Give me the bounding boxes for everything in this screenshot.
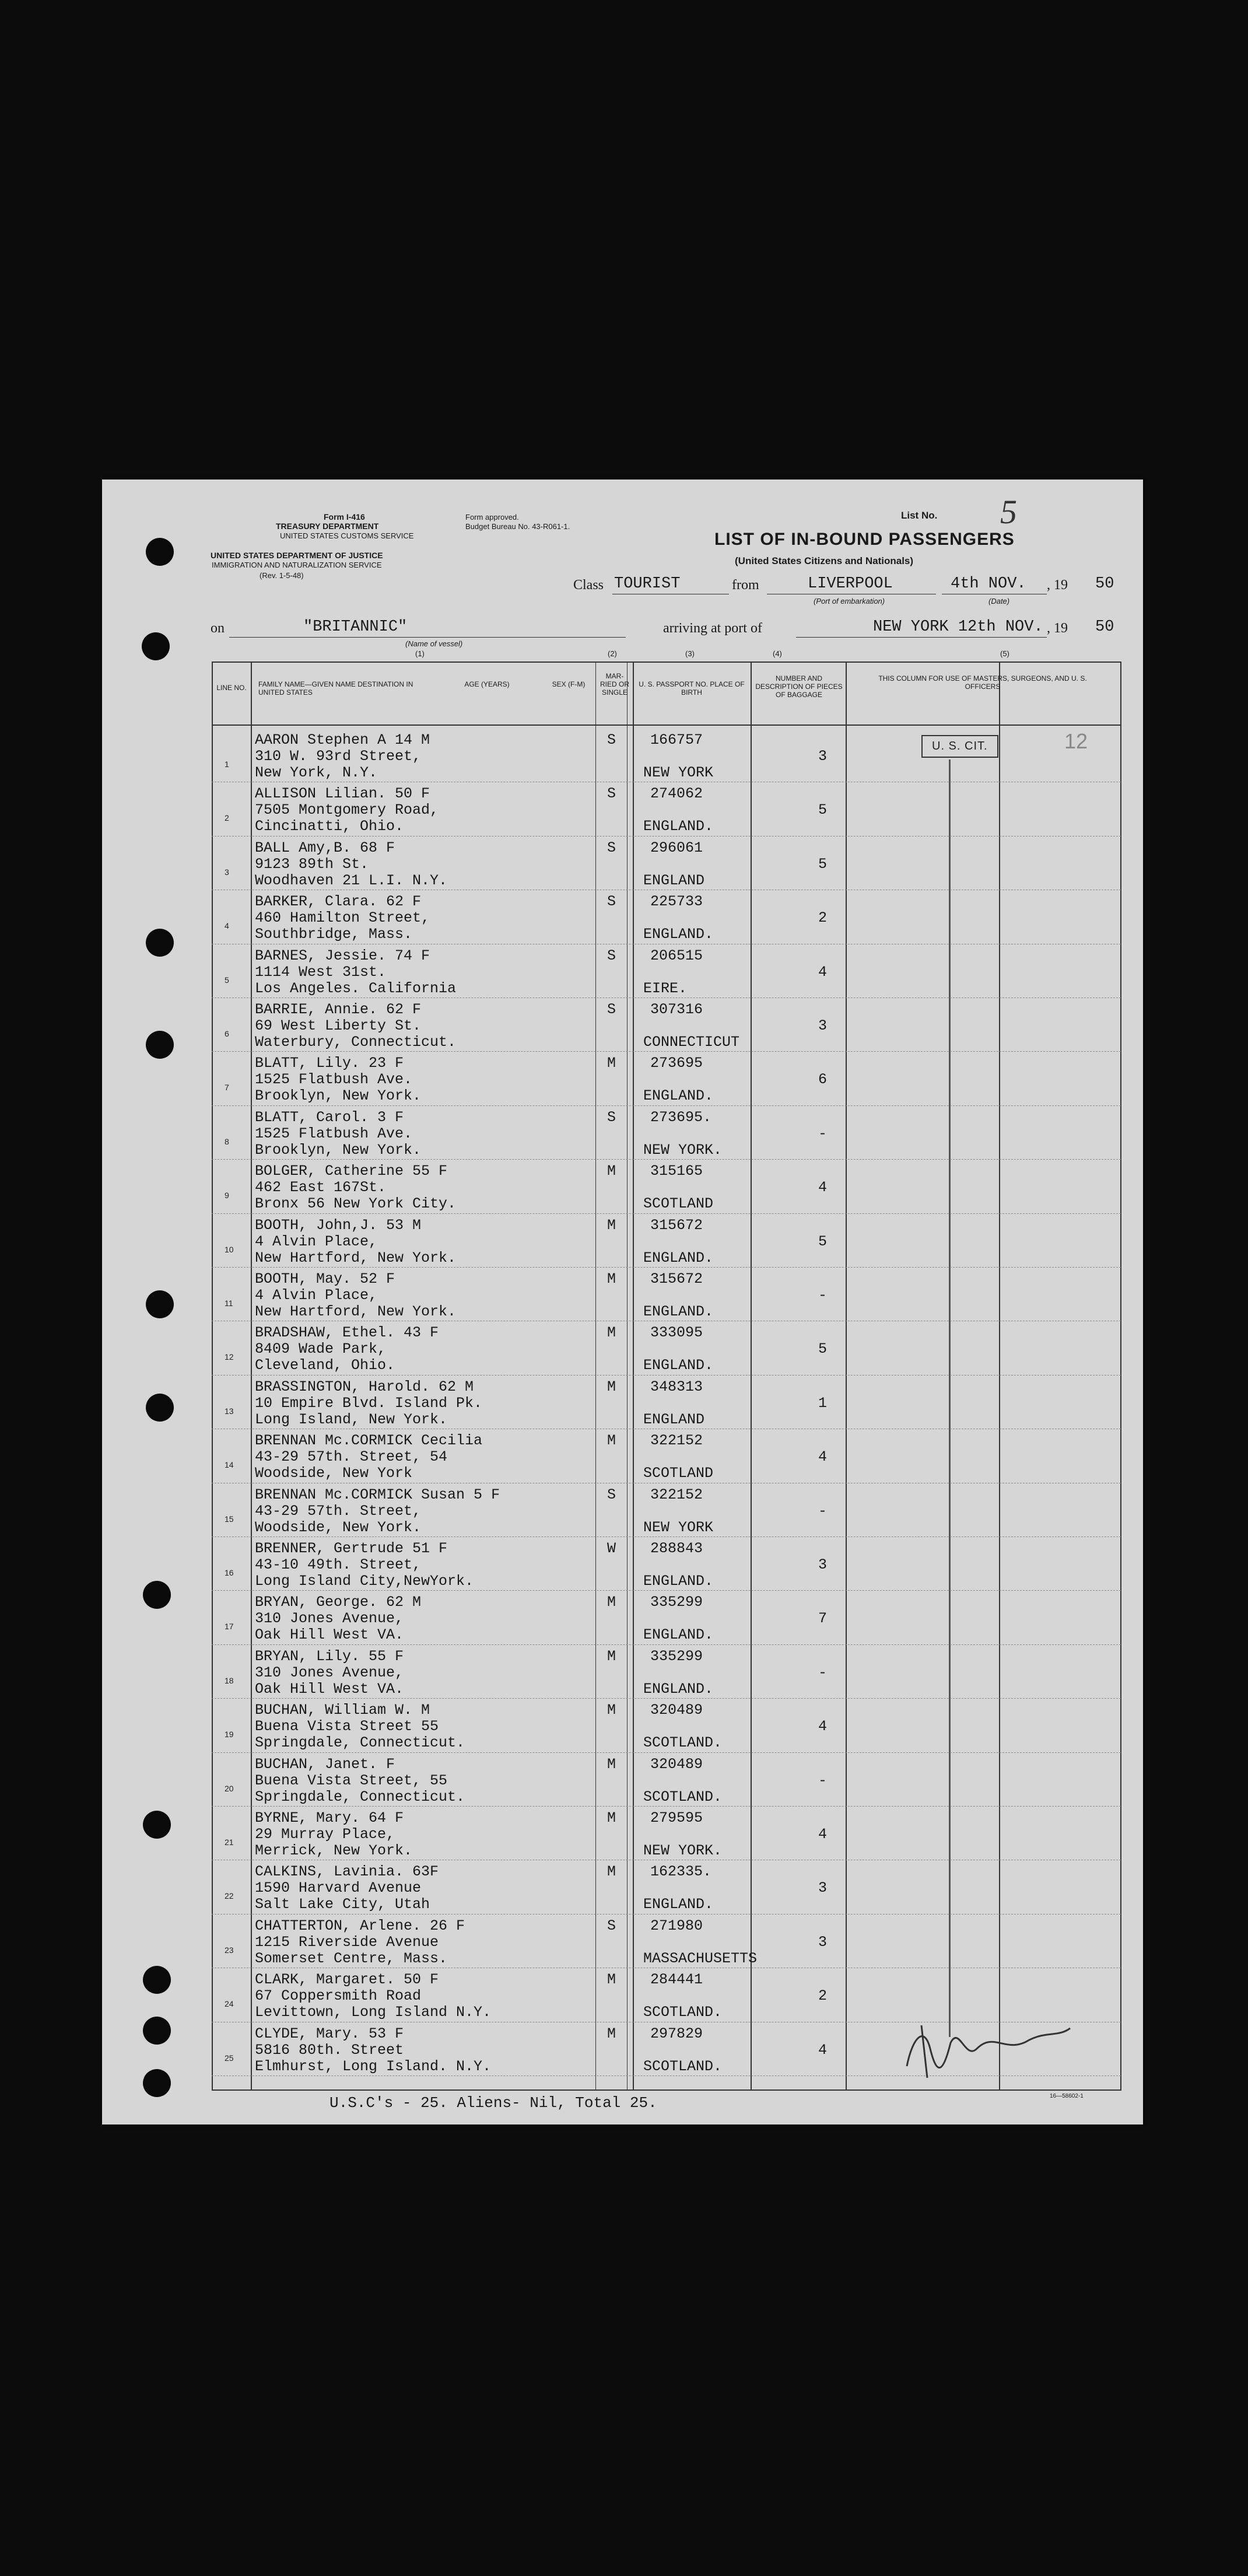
passenger-marital-status: S [607,1486,616,1503]
passenger-name-age-sex: BRENNER, Gertrude 51 F [255,1540,448,1557]
place-of-birth: ENGLAND. [643,1087,714,1105]
passenger-marital-status: M [607,1324,616,1342]
place-of-birth: MASSACHUSETTS [643,1950,758,1967]
passenger-address: 462 East 167St. [255,1179,387,1196]
passenger-marital-status: M [607,1163,616,1180]
col-num-1: (1) [415,649,425,658]
baggage-count: - [818,1502,828,1520]
arrival-port-date: NEW YORK 12th NOV. [873,618,1043,636]
passenger-name-age-sex: ALLISON Lilian. 50 F [255,785,430,803]
form-number: Form I-416 [324,512,365,522]
place-of-birth: CONNECTICUT [643,1034,740,1051]
passenger-marital-status: M [607,1971,616,1989]
passenger-city: New York, N.Y. [255,764,378,781]
line-number: 9 [225,1191,229,1200]
passenger-name-age-sex: BARKER, Clara. 62 F [255,893,422,911]
passenger-address: 43-29 57th. Street, [255,1502,422,1520]
passenger-address: 10 Empire Blvd. Island Pk. [255,1394,483,1412]
passport-number: 296061 [650,839,703,856]
passenger-name-age-sex: BOLGER, Catherine 55 F [255,1163,448,1180]
passenger-address: 310 Jones Avenue, [255,1610,404,1628]
line-number: 13 [225,1406,234,1416]
passenger-name-age-sex: BUCHAN, Janet. F [255,1755,395,1773]
punch-hole [143,2017,171,2045]
passenger-city: Waterbury, Connecticut. [255,1034,457,1051]
place-of-birth: SCOTLAND. [643,2004,723,2021]
passenger-name-age-sex: BLATT, Lily. 23 F [255,1055,404,1072]
passenger-address: 7505 Montgomery Road, [255,802,439,819]
embark-date: 4th NOV. [951,575,1026,593]
col-header-name: FAMILY NAME—GIVEN NAME DESTINATION IN UNITED STATES [258,680,413,696]
place-of-birth: ENGLAND [643,872,705,889]
passenger-marital-status: S [607,785,616,803]
passport-number: 225733 [650,893,703,911]
passport-number: 320489 [650,1755,703,1773]
line-number: 11 [225,1298,233,1308]
passenger-address: 1525 Flatbush Ave. [255,1125,413,1142]
line-number: 10 [225,1244,234,1254]
line-number: 8 [225,1136,229,1146]
budget-bureau: Budget Bureau No. 43-R061-1. [465,522,570,531]
passenger-marital-status: S [607,839,616,856]
year-value: 50 [1095,575,1114,593]
passenger-city: Southbridge, Mass. [255,926,413,943]
punch-hole [143,1811,171,1839]
passport-number: 273695. [650,1108,712,1126]
baggage-count: 3 [818,1017,828,1034]
passenger-marital-status: M [607,1055,616,1072]
passport-number: 322152 [650,1486,703,1503]
punch-hole [143,2069,171,2097]
place-of-birth: ENGLAND. [643,1303,714,1320]
place-of-birth: EIRE. [643,979,688,997]
punch-hole [146,1290,174,1318]
passport-number: 315672 [650,1270,703,1287]
baggage-count: 2 [818,1987,828,2005]
passenger-city: Long Island City,NewYork. [255,1573,474,1590]
passport-number: 284441 [650,1971,703,1989]
passenger-city: Salt Lake City, Utah [255,1896,430,1913]
passenger-name-age-sex: BRENNAN Mc.CORMICK Cecilia [255,1432,483,1450]
col-num-2: (2) [608,649,617,658]
line-number: 3 [225,867,229,877]
col-header-baggage: NUMBER AND DESCRIPTION OF PIECES OF BAGGAGE [755,674,843,699]
row-divider [212,1375,1121,1376]
passenger-name-age-sex: CLARK, Margaret. 50 F [255,1971,439,1989]
passenger-city: Los Angeles. California [255,979,457,997]
line-number: 24 [225,1999,234,2009]
passenger-city: Woodside, New York. [255,1518,422,1536]
passenger-marital-status: M [607,1378,616,1395]
line-number: 14 [225,1460,234,1470]
passenger-city: Elmhurst, Long Island. N.Y. [255,2057,492,2075]
passenger-name-age-sex: BUCHAN, William W. M [255,1702,430,1719]
passenger-marital-status: S [607,1108,616,1126]
baggage-count: 3 [818,1556,828,1573]
passenger-address: 43-10 49th. Street, [255,1556,422,1573]
passenger-name-age-sex: BRYAN, George. 62 M [255,1594,422,1611]
passenger-city: Oak Hill West VA. [255,1680,404,1698]
passport-number: 307316 [650,1001,703,1018]
passenger-city: Cincinatti, Ohio. [255,818,404,835]
page-title: LIST OF IN-BOUND PASSENGERS [714,530,1015,549]
passenger-city: Somerset Centre, Mass. [255,1950,448,1967]
passenger-address: 460 Hamilton Street, [255,909,430,927]
stamp-number: 12 [1064,729,1088,753]
col-num-5: (5) [1000,649,1009,658]
punch-hole [143,1966,171,1994]
col-header-sex: SEX (F-M) [552,680,586,688]
baggage-count: 4 [818,1826,828,1843]
passenger-name-age-sex: BALL Amy,B. 68 F [255,839,395,856]
place-of-birth: ENGLAND. [643,1626,714,1644]
passenger-marital-status: M [607,1702,616,1719]
place-of-birth: ENGLAND. [643,1573,714,1590]
passenger-name-age-sex: CALKINS, Lavinia. 63F [255,1863,439,1881]
row-divider [212,1644,1121,1645]
passenger-address: 1114 West 31st. [255,963,387,981]
passenger-address: 4 Alvin Place, [255,1233,378,1250]
passenger-marital-status: M [607,1270,616,1287]
passenger-marital-status: S [607,947,616,964]
line-number: 5 [225,975,229,985]
baggage-count: 3 [818,1880,828,1897]
place-of-birth: SCOTLAND. [643,2057,723,2075]
passenger-address: 69 West Liberty St. [255,1017,422,1034]
passenger-address: 1215 Riverside Avenue [255,1933,439,1951]
passenger-city: New Hartford, New York. [255,1303,457,1320]
passport-number: 315165 [650,1163,703,1180]
place-of-birth: NEW YORK. [643,1141,723,1158]
passport-number: 279595 [650,1810,703,1826]
punch-hole [146,538,174,566]
line-number: 7 [225,1083,229,1093]
treasury-dept: TREASURY DEPARTMENT [276,522,379,531]
place-of-birth: ENGLAND. [643,1896,714,1913]
line-number: 23 [225,1945,234,1955]
manifest-page [102,480,1143,2124]
officer-signature [895,2014,1082,2084]
customs-service: UNITED STATES CUSTOMS SERVICE [280,531,414,540]
baggage-count: 5 [818,1340,828,1358]
passenger-marital-status: S [607,1917,616,1934]
vessel-caption: (Name of vessel) [405,639,463,648]
place-of-birth: NEW YORK [643,1518,714,1536]
passenger-marital-status: M [607,1755,616,1773]
passenger-city: Springdale, Connecticut. [255,1788,465,1805]
line-number: 6 [225,1029,229,1038]
place-of-birth: SCOTLAND [643,1195,714,1213]
baggage-count: - [818,1125,828,1142]
line-number: 22 [225,1891,234,1901]
class-value: TOURIST [614,575,681,593]
passenger-name-age-sex: BARRIE, Annie. 62 F [255,1001,422,1018]
passport-number: 206515 [650,947,703,964]
vessel-name: "BRITANNIC" [303,618,408,636]
passenger-marital-status: S [607,1001,616,1018]
line-number: 15 [225,1514,234,1524]
passport-number: 166757 [650,732,703,748]
passenger-address: 5816 80th. Street [255,2041,404,2059]
form-revision: (Rev. 1-5-48) [260,571,304,580]
baggage-count: 4 [818,1179,828,1196]
baggage-count: - [818,1664,828,1681]
passport-number: 162335. [650,1863,712,1881]
passenger-address: 67 Coppersmith Road [255,1987,422,2005]
passenger-marital-status: M [607,1863,616,1881]
line-number: 2 [225,813,229,823]
passenger-city: Brooklyn, New York. [255,1141,422,1158]
place-of-birth: NEW YORK. [643,1842,723,1859]
col-header-passport: U. S. PASSPORT NO. PLACE OF BIRTH [639,680,745,696]
passport-number: 322152 [650,1432,703,1450]
passport-number: 333095 [650,1324,703,1342]
passenger-marital-status: M [607,1216,616,1234]
line-number: 1 [225,760,229,769]
row-divider [212,1267,1121,1268]
passenger-marital-status: M [607,1647,616,1665]
line-number: 25 [225,2053,234,2063]
footer-code: 16—58602-1 [1050,2093,1084,2099]
passport-number: 320489 [650,1702,703,1719]
passenger-city: Cleveland, Ohio. [255,1357,395,1374]
passenger-marital-status: S [607,732,616,748]
line-number: 20 [225,1783,234,1793]
place-of-birth: ENGLAND. [643,1680,714,1698]
place-of-birth: SCOTLAND. [643,1734,723,1752]
row-divider [212,1536,1121,1537]
baggage-count: 6 [818,1071,828,1088]
col-num-3: (3) [685,649,695,658]
page-subtitle: (United States Citizens and Nationals) [735,555,914,566]
baggage-count: 5 [818,1233,828,1250]
place-of-birth: SCOTLAND [643,1465,714,1482]
line-number: 4 [225,921,229,931]
baggage-count: 4 [818,1718,828,1735]
row-divider [212,1806,1121,1807]
col-header-married: MAR-RIED OR SINGLE [600,672,629,696]
passenger-name-age-sex: CHATTERTON, Arlene. 26 F [255,1917,465,1934]
passport-number: 274062 [650,785,703,803]
passenger-city: Oak Hill West VA. [255,1626,404,1644]
arriving-label: arriving at port of [663,621,762,636]
row-divider [212,1213,1121,1214]
footer-totals: U.S.C's - 25. Aliens- Nil, Total 25. [329,2094,657,2112]
line-number: 17 [225,1622,234,1632]
place-of-birth: ENGLAND. [643,818,714,835]
passenger-address: 8409 Wade Park, [255,1340,387,1358]
baggage-count: 3 [818,1933,828,1951]
baggage-count: 7 [818,1610,828,1628]
passenger-city: Woodhaven 21 L.I. N.Y. [255,872,448,889]
passenger-name-age-sex: BRYAN, Lily. 55 F [255,1647,404,1665]
row-divider [212,1051,1121,1052]
passenger-name-age-sex: BOOTH, May. 52 F [255,1270,395,1287]
passenger-address: 43-29 57th. Street, 54 [255,1448,448,1466]
vessel-on-label: on [211,621,225,636]
baggage-count: - [818,1772,828,1789]
punch-hole [146,1394,174,1422]
col-num-4: (4) [773,649,782,658]
col-header-age: AGE (YEARS) [464,680,510,688]
passenger-address: 310 W. 93rd Street, [255,748,422,765]
place-of-birth: NEW YORK [643,764,714,781]
place-of-birth: ENGLAND. [643,926,714,943]
passenger-marital-status: M [607,1810,616,1826]
passenger-city: Long Island, New York. [255,1410,448,1428]
passenger-name-age-sex: CLYDE, Mary. 53 F [255,2025,404,2042]
year-prefix: , 19 [1047,578,1068,593]
row-divider [212,1752,1121,1753]
ins-service: IMMIGRATION AND NATURALIZATION SERVICE [212,561,382,569]
passenger-marital-status: M [607,2025,616,2042]
passenger-city: New Hartford, New York. [255,1249,457,1266]
passenger-name-age-sex: BRASSINGTON, Harold. 62 M [255,1378,474,1395]
passenger-name-age-sex: BRADSHAW, Ethel. 43 F [255,1324,439,1342]
port-caption: (Port of embarkation) [814,597,885,606]
row-divider [212,1698,1121,1699]
passenger-name-age-sex: AARON Stephen A 14 M [255,732,430,748]
passenger-marital-status: M [607,1432,616,1450]
passport-number: 271980 [650,1917,703,1934]
passenger-city: Springdale, Connecticut. [255,1734,465,1752]
row-divider [212,1914,1121,1915]
justice-dept: UNITED STATES DEPARTMENT OF JUSTICE [211,551,383,560]
class-label: Class [573,578,604,593]
list-no-label: List No. [901,510,938,521]
arrival-year-prefix: , 19 [1047,621,1068,636]
place-of-birth: SCOTLAND. [643,1788,723,1805]
passport-number: 315672 [650,1216,703,1234]
from-value: LIVERPOOL [808,575,893,593]
passenger-address: Buena Vista Street, 55 [255,1772,448,1789]
baggage-count: 3 [818,748,828,765]
baggage-count: 1 [818,1394,828,1412]
line-number: 12 [225,1352,234,1362]
line-number: 19 [225,1730,234,1740]
baggage-count: 5 [818,802,828,819]
baggage-count: 4 [818,1448,828,1466]
baggage-count: 4 [818,2041,828,2059]
passenger-address: 29 Murray Place, [255,1826,395,1843]
place-of-birth: ENGLAND. [643,1357,714,1374]
passport-number: 297829 [650,2025,703,2042]
passport-number: 335299 [650,1594,703,1611]
passport-number: 335299 [650,1647,703,1665]
place-of-birth: ENGLAND. [643,1249,714,1266]
form-approved: Form approved. [465,513,519,522]
passenger-name-age-sex: BOOTH, John,J. 53 M [255,1216,422,1234]
passenger-address: 1590 Harvard Avenue [255,1880,422,1897]
passenger-marital-status: W [607,1540,616,1557]
punch-hole [146,1031,174,1059]
row-divider [212,1590,1121,1591]
col-header-line-no: LINE NO. [216,684,247,692]
baggage-count: 5 [818,855,828,873]
line-number: 21 [225,1838,234,1847]
passenger-city: Woodside, New York [255,1465,413,1482]
us-citizen-stamp: U. S. CIT. [921,735,998,758]
passenger-address: 9123 89th St. [255,855,369,873]
passenger-address: 4 Alvin Place, [255,1287,378,1304]
passport-number: 273695 [650,1055,703,1072]
passenger-city: Levittown, Long Island N.Y. [255,2004,492,2021]
row-divider [212,1159,1121,1160]
baggage-count: - [818,1287,828,1304]
row-divider [212,1105,1121,1106]
passport-number: 348313 [650,1378,703,1395]
col-header-officers: THIS COLUMN FOR USE OF MASTERS, SURGEONS, AND U. S. OFFICERS [878,674,1087,691]
punch-hole [143,1581,171,1609]
passenger-name-age-sex: BYRNE, Mary. 64 F [255,1810,404,1826]
passenger-name-age-sex: BRENNAN Mc.CORMICK Susan 5 F [255,1486,500,1503]
passenger-marital-status: M [607,1594,616,1611]
place-of-birth: ENGLAND [643,1410,705,1428]
punch-hole [146,929,174,957]
passenger-name-age-sex: BARNES, Jessie. 74 F [255,947,430,964]
passenger-address: 1525 Flatbush Ave. [255,1071,413,1088]
baggage-count: 4 [818,963,828,981]
from-label: from [732,578,759,593]
punch-hole [142,632,170,660]
passport-number: 288843 [650,1540,703,1557]
passenger-city: Brooklyn, New York. [255,1087,422,1105]
arrival-year: 50 [1095,618,1114,636]
baggage-count: 2 [818,909,828,927]
passenger-address: 310 Jones Avenue, [255,1664,404,1681]
line-number: 18 [225,1675,234,1685]
line-number: 16 [225,1568,234,1577]
list-no-value: 5 [1000,493,1017,531]
passenger-marital-status: S [607,893,616,911]
passenger-city: Bronx 56 New York City. [255,1195,457,1213]
passenger-name-age-sex: BLATT, Carol. 3 F [255,1108,404,1126]
passenger-address: Buena Vista Street 55 [255,1718,439,1735]
passenger-city: Merrick, New York. [255,1842,413,1859]
date-caption: (Date) [988,597,1010,606]
